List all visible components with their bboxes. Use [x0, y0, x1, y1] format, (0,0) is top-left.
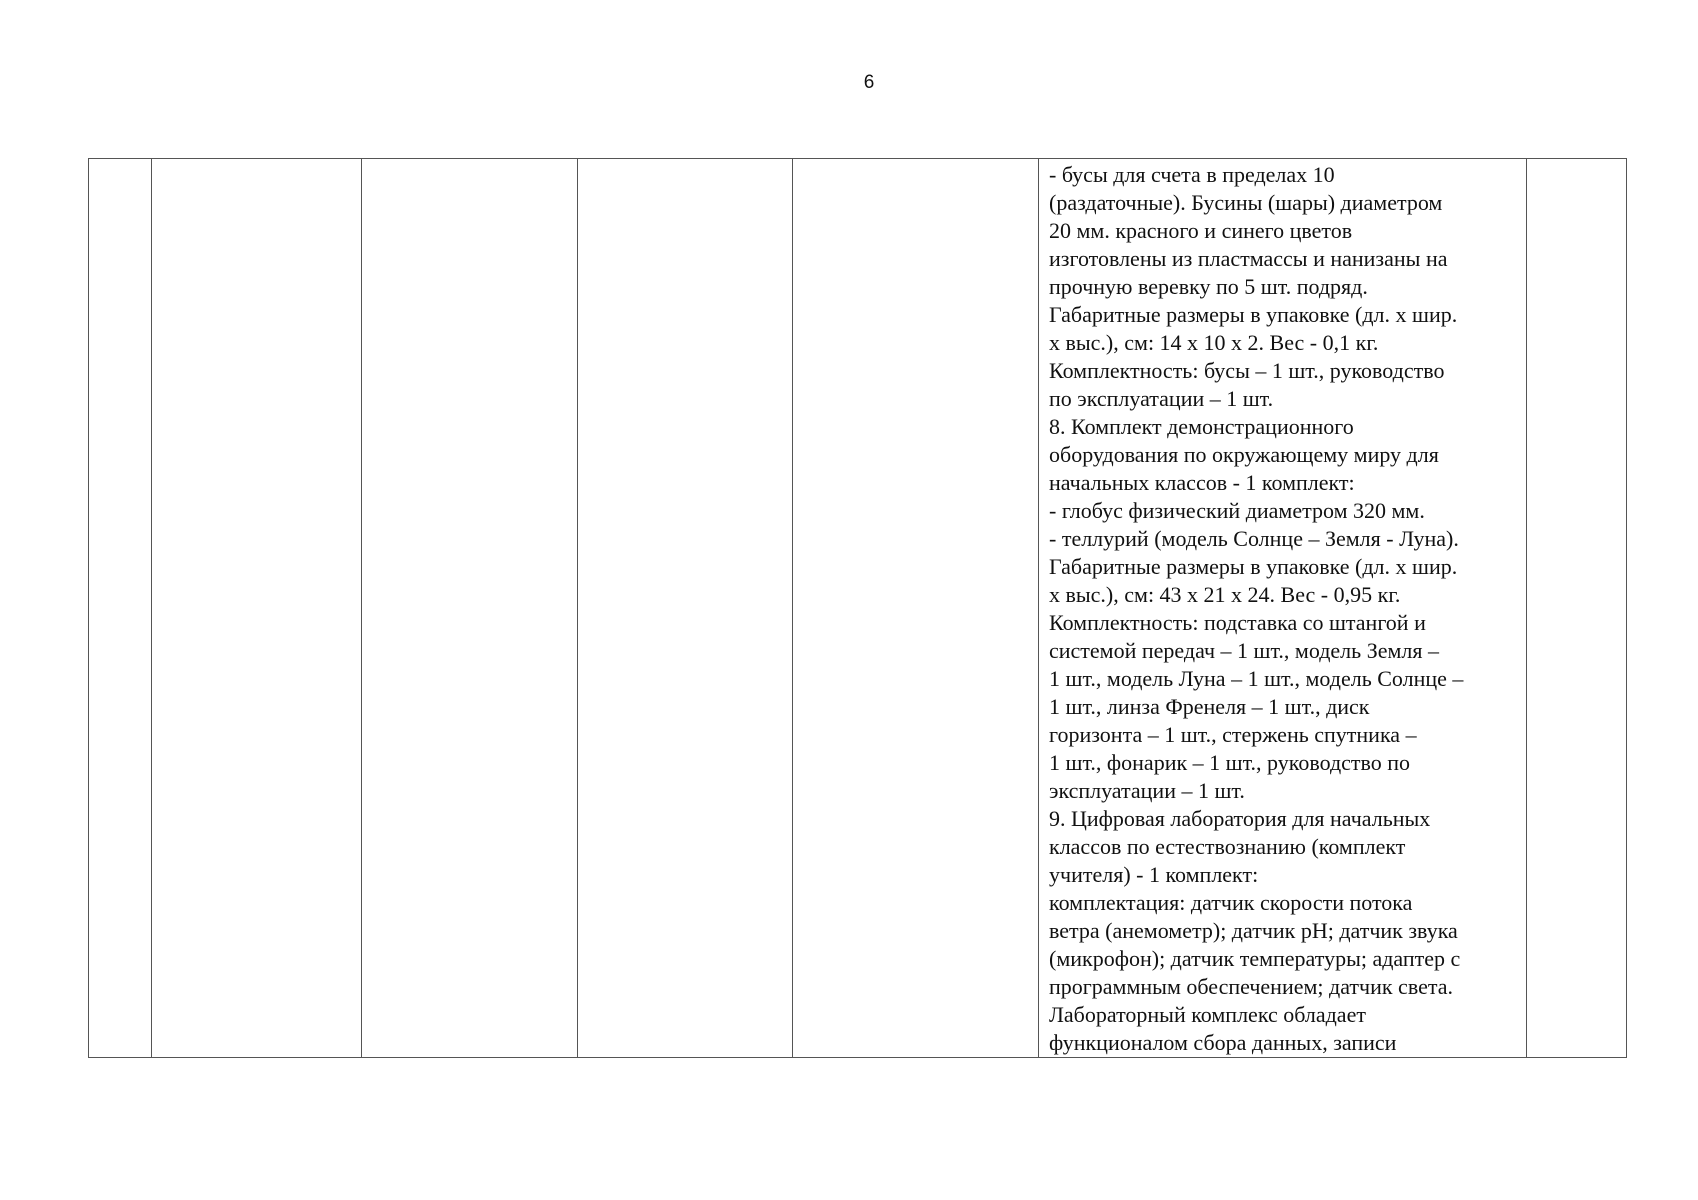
description-cell: [1039, 159, 1527, 1058]
description-line: изготовлены из пластмассы и нанизаны на: [1049, 246, 1448, 271]
table-cell-2: [152, 159, 362, 1058]
description-line: (раздаточные). Бусины (шары) диаметром: [1049, 190, 1443, 215]
description-line: 1 шт., модель Луна – 1 шт., модель Солнце –: [1049, 666, 1464, 691]
description-line: Габаритные размеры в упаковке (дл. х шир.: [1049, 554, 1458, 579]
description-line: программным обеспечением; датчик света.: [1049, 974, 1453, 999]
description-line: комплектация: датчик скорости потока: [1049, 890, 1413, 915]
description-line: начальных классов - 1 комплект:: [1049, 470, 1355, 495]
description-line: классов по естествознанию (комплект: [1049, 834, 1406, 859]
table-cell-5: [793, 159, 1039, 1058]
description-line: х выс.), см: 43 х 21 х 24. Вес - 0,95 кг.: [1049, 582, 1401, 607]
description-line: оборудования по окружающему миру для: [1049, 442, 1439, 467]
description-line: по эксплуатации – 1 шт.: [1049, 386, 1274, 411]
description-line: 9. Цифровая лаборатория для начальных: [1049, 806, 1431, 831]
description-line: учителя) - 1 комплект:: [1049, 862, 1259, 887]
description-line: прочную веревку по 5 шт. подряд.: [1049, 274, 1368, 299]
description-line: - теллурий (модель Солнце – Земля - Луна).: [1049, 526, 1459, 551]
description-line: - глобус физический диаметром 320 мм.: [1049, 498, 1425, 523]
page-number: 6: [863, 72, 875, 93]
table-cell-4: [578, 159, 793, 1058]
table-cell-7: [1527, 159, 1627, 1058]
description-line: 1 шт., фонарик – 1 шт., руководство по: [1049, 750, 1411, 775]
description-line: функционалом сбора данных, записи: [1049, 1030, 1397, 1055]
description-line: 8. Комплект демонстрационного: [1049, 414, 1354, 439]
description-line: 1 шт., линза Френеля – 1 шт., диск: [1049, 694, 1370, 719]
table-cell-3: [362, 159, 578, 1058]
specification-table: [88, 158, 1627, 1058]
description-line: Комплектность: подставка со штангой и: [1049, 610, 1426, 635]
description-line: Комплектность: бусы – 1 шт., руководство: [1049, 358, 1445, 383]
description-line: Лабораторный комплекс обладает: [1049, 1002, 1366, 1027]
row-number-cell: [89, 159, 152, 1058]
description-line: ветра (анемометр); датчик pH; датчик звука: [1049, 918, 1458, 943]
description-line: системой передач – 1 шт., модель Земля –: [1049, 638, 1439, 663]
description-line: 20 мм. красного и синего цветов: [1049, 218, 1353, 243]
table-row: [89, 159, 1627, 1058]
description-line: горизонта – 1 шт., стержень спутника –: [1049, 722, 1417, 747]
description-line: х выс.), см: 14 х 10 х 2. Вес - 0,1 кг.: [1049, 330, 1379, 355]
description-line: - бусы для счета в пределах 10: [1049, 162, 1335, 187]
description-line: Габаритные размеры в упаковке (дл. х шир.: [1049, 302, 1458, 327]
description-line: эксплуатации – 1 шт.: [1049, 778, 1245, 803]
description-line: (микрофон); датчик температуры; адаптер с: [1049, 946, 1461, 971]
